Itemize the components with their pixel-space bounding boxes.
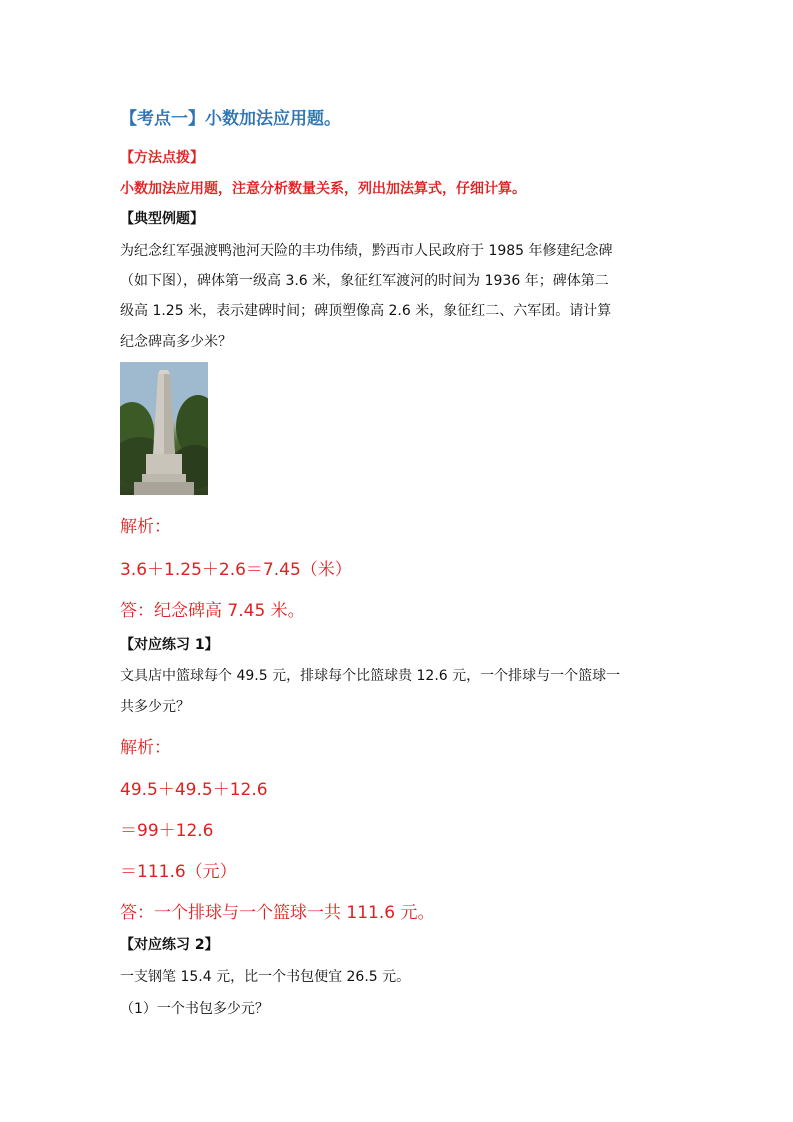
section-heading: 【考点一】小数加法应用题。 — [120, 109, 341, 129]
practice1-line-2: 共多少元？ — [120, 699, 190, 715]
example-line-3: 级高 1.25 米，表示建碑时间；碑顶塑像高 2.6 米，象征红二、六军团。请计算 — [120, 303, 612, 319]
example-label: 【典型例题】 — [120, 211, 204, 227]
monument-icon — [120, 362, 208, 495]
practice1-step-1: 49.5＋49.5＋12.6 — [120, 780, 268, 800]
monument-photo — [120, 362, 208, 495]
example-solution-calc: 3.6＋1.25＋2.6＝7.45（米） — [120, 560, 352, 580]
practice1-solution-label: 解析： — [120, 738, 171, 758]
practice1-line-1: 文具店中篮球每个 49.5 元，排球每个比篮球贵 12.6 元，一个排球与一个篮球一 — [120, 668, 621, 684]
example-line-4: 纪念碑高多少米？ — [120, 334, 232, 350]
example-solution-answer: 答：纪念碑高 7.45 米。 — [120, 601, 305, 621]
practice2-line: 一支钢笔 15.4 元，比一个书包便宜 26.5 元。 — [120, 969, 411, 985]
practice2-question: （1）一个书包多少元？ — [120, 1001, 269, 1017]
practice1-answer: 答：一个排球与一个篮球一共 111.6 元。 — [120, 903, 435, 923]
method-text: 小数加法应用题，注意分析数量关系，列出加法算式，仔细计算。 — [120, 181, 526, 197]
example-solution-label: 解析： — [120, 517, 171, 537]
practice2-label: 【对应练习 2】 — [120, 937, 219, 953]
example-line-1: 为纪念红军强渡鸭池河天险的丰功伟绩，黔西市人民政府于 1985 年修建纪念碑 — [120, 243, 613, 259]
method-label: 【方法点拨】 — [120, 150, 204, 166]
practice1-label: 【对应练习 1】 — [120, 637, 219, 653]
practice1-step-2: ＝99＋12.6 — [120, 821, 214, 841]
practice1-step-3: ＝111.6（元） — [120, 862, 237, 882]
example-line-2: （如下图），碑体第一级高 3.6 米，象征红军渡河的时间为 1936 年；碑体第二 — [120, 273, 609, 289]
